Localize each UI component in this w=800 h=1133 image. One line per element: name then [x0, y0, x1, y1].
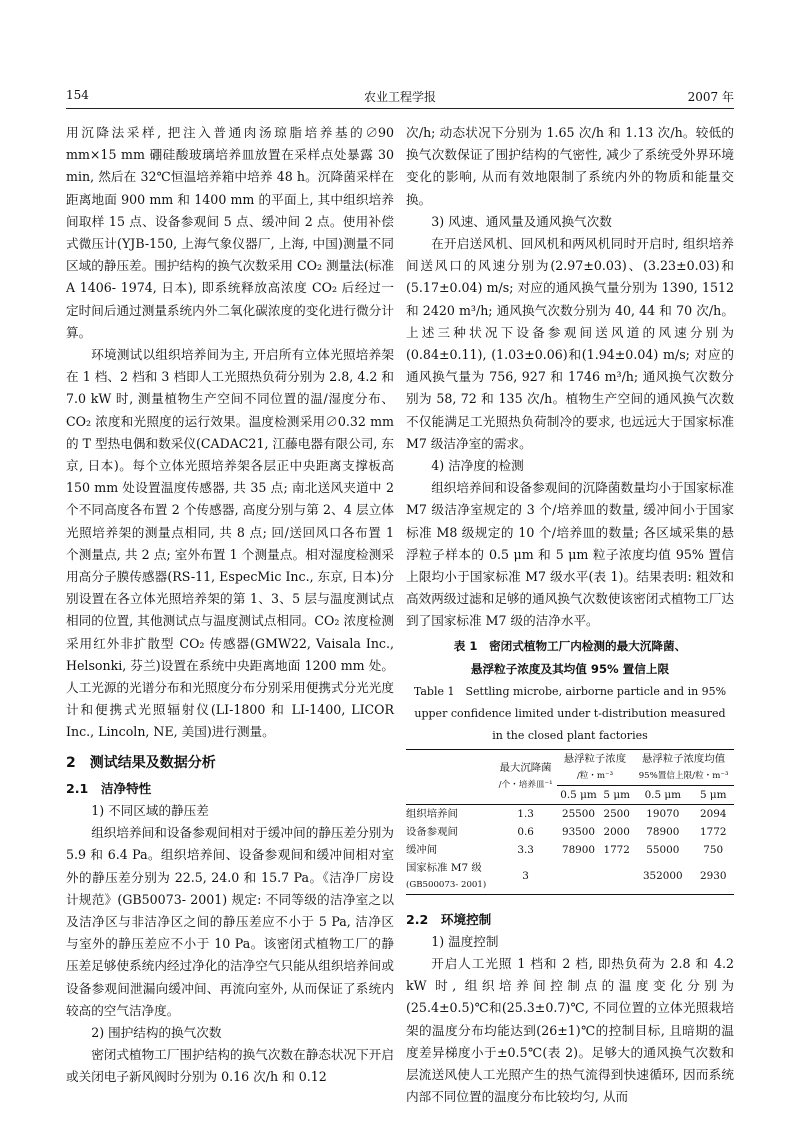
cell-mean-05: 352000	[633, 859, 692, 895]
cell-mean-05: 78900	[646, 825, 680, 838]
cell-particle-05: 25500	[557, 804, 601, 823]
table-header-mean-line1: 悬浮粒子浓度均值	[641, 752, 726, 765]
row-label-line2: (GB500073- 2001)	[406, 879, 487, 890]
table-caption-en-2: upper confidence limited under t-distribution measured	[414, 706, 726, 720]
table-header-mean-05: 0.5 μm	[633, 785, 692, 804]
item-temperature-title: 1) 温度控制	[431, 933, 499, 949]
section-2-1-title: 2.1 洁净特性	[66, 780, 152, 796]
table-header-particle-line1: 悬浮粒子浓度	[563, 752, 627, 765]
table-header-microbe-line1: 最大沉降菌	[499, 762, 552, 775]
cell-particle-05: 78900	[561, 843, 596, 856]
table-row	[406, 804, 734, 823]
row-label	[406, 859, 494, 895]
cell-particle-5: 1772	[603, 843, 630, 856]
table-row	[406, 859, 734, 895]
cell-particle-05: 93500	[561, 825, 596, 838]
cell-microbe: 0.6	[517, 825, 534, 838]
row-label: 缓冲间	[406, 843, 438, 856]
paragraph-sampling-method: 用沉降法采样, 把注入普通肉汤琼脂培养基的∅90 mm×15 mm 硼硅酸玻璃培养皿放置在采样点处暴露 30 min, 然后在 32℃恒温培养箱中培养 48 h。沉降菌采样在距离地面 900 mm 和 1400 mm 的平面上, 其中组织培养间取样 15 点、设备参观间 5 点、缓冲间 2 点。使用补偿式微压计(YJB-150, 上海气象仪器厂, 上海, 中国)测量不同区域的静压差。围护结构的换气次数采用 CO₂ 测量法(标准 A 1406- 1974, 日本), 即系统释放高浓度 CO₂ 后经过一定时间后通过测量系统内外二氧化碳浓度的变化进行微分计算。	[66, 125, 394, 340]
row-label-line1: 国家标准 M7 级	[406, 861, 482, 874]
table-header-particle-line2: /粒・m⁻³	[576, 770, 614, 781]
cell-mean-05: 19070	[633, 804, 692, 823]
item-ventilation-title: 3) 风速、通风量及通风换气次数	[431, 213, 612, 229]
left-column	[66, 122, 394, 1089]
table-row	[406, 823, 734, 841]
row-label: 设备参观间	[406, 825, 458, 838]
item-cleanliness-title: 4) 洁净度的检测	[431, 458, 524, 474]
section-2-title: 2 测试结果及数据分析	[66, 754, 216, 771]
table-row	[406, 841, 734, 859]
right-column	[406, 122, 734, 1109]
cell-mean-5: 1772	[700, 825, 727, 838]
publication-year: 2007 年	[687, 90, 734, 104]
table-caption-en-1: Table 1 Settling microbe, airborne particle and in 95%	[413, 684, 727, 698]
page-header	[66, 86, 734, 109]
paragraph-air-exchange: 密闭式植物工厂围护结构的换气次数在静态状况下开启或关闭电子新风阀时分别为 0.16 次/h 和 0.12	[66, 1047, 394, 1085]
paragraph-air-exchange-cont: 次/h; 动态状况下分别为 1.65 次/h 和 1.13 次/h。较低的换气次数保证了围护结构的气密性, 减少了系统受外界环境变化的影响, 从而有效地限制了系统内外的物质和能量交换。	[406, 125, 734, 207]
cell-mean-5: 750	[703, 843, 724, 856]
table-header-particle-5: 5 μm	[600, 785, 633, 804]
table-header-mean-5: 5 μm	[692, 785, 734, 804]
cell-mean-5: 2930	[692, 859, 734, 895]
table-header-particle	[557, 749, 633, 785]
table-header-mean-line2: 95%置信上限/粒・m⁻³	[638, 770, 729, 781]
cell-microbe: 3.3	[517, 843, 534, 856]
section-2-2-title: 2.2 环境控制	[406, 911, 492, 927]
table-caption-en-3: in the closed plant factories	[492, 728, 648, 742]
cell-mean-5: 2094	[692, 804, 734, 823]
cell-mean-05: 55000	[646, 843, 680, 856]
table-caption-zh-1: 表 1 密闭式植物工厂内检测的最大沉降菌、	[453, 638, 687, 653]
page-number: 154	[66, 88, 89, 102]
table-header-empty	[406, 749, 494, 804]
table-1	[406, 749, 734, 895]
table-header-particle-05: 0.5 μm	[557, 785, 601, 804]
journal-name: 农业工程学报	[363, 90, 436, 104]
table-header-microbe-line2: /个・培养皿⁻¹	[498, 780, 553, 791]
cell-particle-5: 2000	[603, 825, 630, 838]
table-header-mean	[633, 749, 734, 785]
paragraph-environment-test: 环境测试以组织培养间为主, 开启所有立体光照培养架在 1 档、2 档和 3 档即人工光照热负荷分别为 2.8, 4.2 和 7.0 kW 时, 测量植物生产空间不同位置的温/湿度分布、CO₂ 浓度和光照度的运行效果。温度检测采用∅0.32 mm 的 T 型热电偶和数采仪(CADAC21, 江藤电器有限公司, 东京, 日本)。每个立体光照培养架各层正中央距离支撑板高 150 mm 处设置温度传感器, 共 35 点; 南北送风夹道中 2 个不同高度各布置 2 个传感器, 高度分别与第 2、4 层立体光照培养架的测量点相同, 共 8 点; 回/送回风口各布置 1 个测量点, 共 2 点; 室外布置 1 个测量点。相对湿度检测采用高分子膜传感器(RS-11, EspecMic Inc., 东京, 日本)分别设置在各立体光照培养架的第 1、3、5 层与温度测试点相同的位置, 其他测试点与温度测试点相同。CO₂ 浓度检测采用红外非扩散型 CO₂ 传感器(GMW22, Vaisala Inc., Helsonki, 芬兰)设置在系统中央距离地面 1200 mm 处。人工光源的光谱分布和光照度分布分别采用便携式分光光度计和便携式光照辐射仪(LI-1800 和 LI-1400, LICOR Inc., Lincoln, NE, 美国)进行测量。	[66, 347, 394, 740]
paragraph-temperature: 开启人工光照 1 档和 2 档, 即热负荷为 2.8 和 4.2 kW 时, 组织培养间控制点的温度变化分别为(25.4±0.5)℃和(25.3±0.7)℃, 不同位置的立体光照栽培架的温度分布均能达到(26±1)℃的控制目标, 且暗期的温度差异梯度小于±0.5℃(表 2)。足够大的通风换气次数和层流送风使人工光照产生的热气流得到快速循环, 因而系统内部不同位置的温度分布比较均匀, 从而	[406, 956, 734, 1105]
cell-particle-05	[557, 859, 601, 895]
cell-particle-5: 2500	[600, 804, 633, 823]
paragraph-static-pressure: 组织培养间和设备参观间相对于缓冲间的静压差分别为 5.9 和 6.4 Pa。组织培养间、设备参观间和缓冲间相对室外的静压差分别为 22.5, 24.0 和 15.7 Pa。《洁净厂房设计规范》(GB50073- 2001) 规定: 不同等级的洁净室之以及洁净区与非洁净区之间的静压差应不小于 5 Pa, 洁净区与室外的静压差应不小于 10 Pa。该密闭式植物工厂的静压差足够使系统内经过净化的洁净空气只能从组织培养间或设备参观间泄漏向缓冲间、再流向室外, 从而保证了系统内较高的空气洁净度。	[66, 825, 394, 1018]
cell-particle-5	[600, 859, 633, 895]
cell-microbe: 3	[494, 859, 556, 895]
item-air-exchange-title: 2) 围护结构的换气次数	[91, 1024, 222, 1040]
row-label: 组织培养间	[406, 804, 494, 823]
table-caption-zh-2: 悬浮粒子浓度及其均值 95% 置信上限	[470, 661, 670, 676]
table-header-microbe	[494, 749, 556, 804]
cell-microbe: 1.3	[494, 804, 556, 823]
paragraph-cleanliness: 组织培养间和设备参观间的沉降菌数量均小于国家标准 M7 级洁净室规定的 3 个/培养皿的数量, 缓冲间小于国家标准 M8 级规定的 10 个/培养皿的数量; 各区域采集的悬浮粒子样本的 0.5 μm 和 5 μm 粒子浓度均值 95% 置信上限均小于国家标准 M7 级水平(表 1)。结果表明: 粗效和高效两级过滤和足够的通风换气次数使该密闭式植物工厂达到了国家标准 M7 级的洁净水平。	[406, 480, 734, 629]
paragraph-ventilation: 在开启送风机、回风机和两风机同时开启时, 组织培养间送风口的风速分别为(2.97±0.03)、(3.23±0.03)和(5.17±0.04) m/s; 对应的通风换气量分别为 1390, 1512 和 2420 m³/h; 通风换气次数分别为 40, 44 和 70 次/h。上述三种状况下设备参观间送风道的风速分别为(0.84±0.11), (1.03±0.06)和(1.94±0.04) m/s; 对应的通风换气量为 756, 927 和 1746 m³/h; 通风换气次数分别为 58, 72 和 135 次/h。植物生产空间的通风换气次数不仅能满足工光照热负荷制冷的要求, 也远远大于国家标准 M7 级洁净室的需求。	[406, 236, 734, 451]
item-static-pressure-title: 1) 不同区域的静压差	[91, 802, 209, 818]
